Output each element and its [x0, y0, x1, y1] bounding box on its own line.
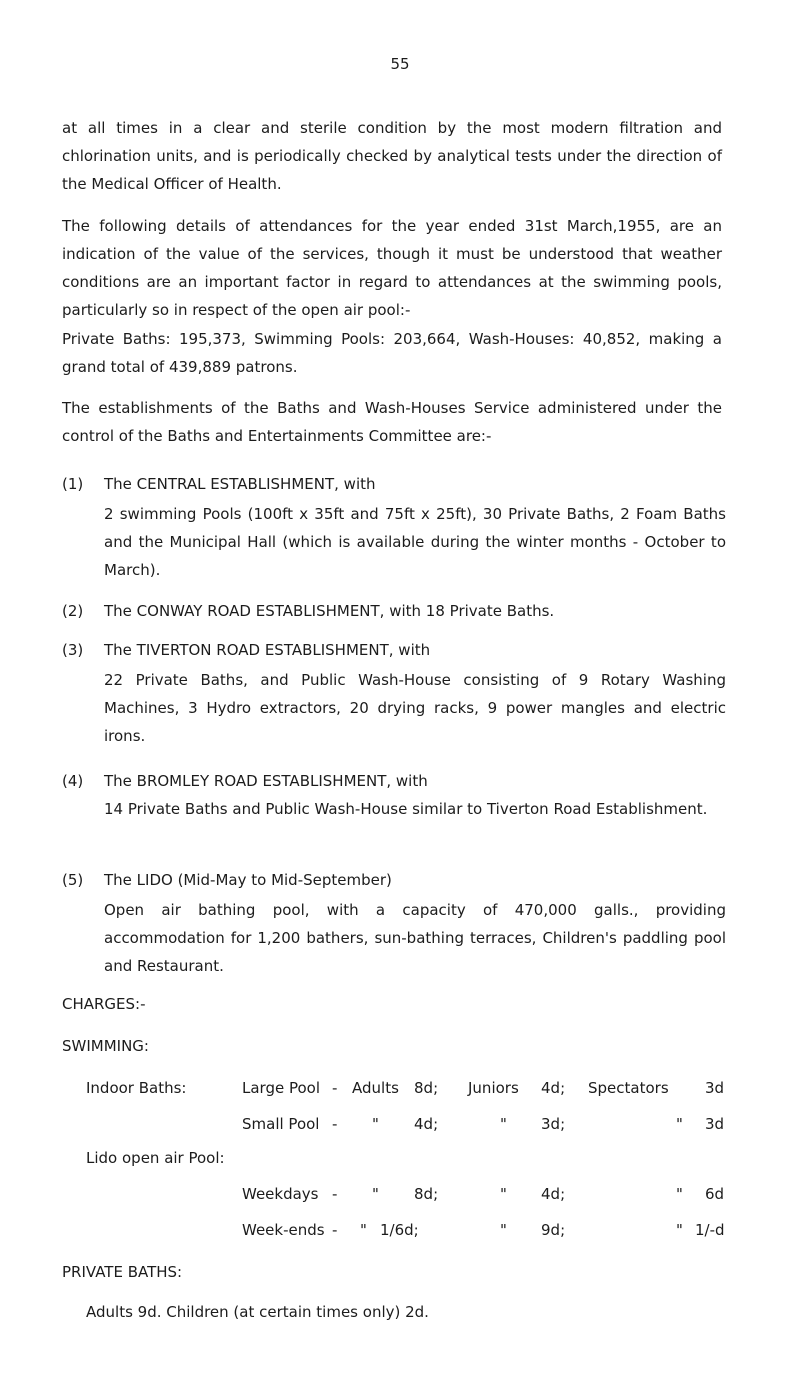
- private-baths-heading: PRIVATE BATHS:: [62, 1263, 183, 1281]
- charge-cell: Week-ends: [242, 1221, 325, 1239]
- item-number-3: (3): [62, 641, 84, 659]
- charge-cell: -: [332, 1115, 338, 1133]
- item-number-4: (4): [62, 772, 84, 790]
- item-number-5: (5): [62, 871, 84, 889]
- private-baths-charges: Adults 9d. Children (at certain times only) 2d.: [86, 1303, 429, 1321]
- item-body-tiverton: 22 Private Baths, and Public Wash-House consisting of 9 Rotary Washing Machines, 3 Hydro extractors, 20 drying racks, 9 power mangles and electric irons.: [104, 671, 726, 745]
- charge-cell: ": [500, 1221, 507, 1239]
- charge-cell: Adults: [352, 1079, 399, 1097]
- charge-cell: 4d;: [541, 1185, 566, 1203]
- charge-cell: -: [332, 1079, 338, 1097]
- paragraph-attendance-figures: Private Baths: 195,373, Swimming Pools: 203,664, Wash-Houses: 40,852, making a grand total of 439,889 patrons.: [62, 330, 722, 376]
- item-title-conway: The CONWAY ROAD ESTABLISHMENT, with 18 Private Baths.: [104, 602, 555, 620]
- item-body-central: 2 swimming Pools (100ft x 35ft and 75ft x 25ft), 30 Private Baths, 2 Foam Baths and the Municipal Hall (which is available during the winter months - October to March).: [104, 505, 726, 579]
- charge-cell: -: [332, 1185, 338, 1203]
- item-number-1: (1): [62, 475, 84, 493]
- charge-cell: 1/6d;: [380, 1221, 419, 1239]
- charge-cell: Small Pool: [242, 1115, 320, 1133]
- charge-cell: Spectators: [588, 1079, 669, 1097]
- charge-cell: 1/-d: [695, 1221, 725, 1239]
- charge-cell: 6d: [705, 1185, 725, 1203]
- item-title-central: The CENTRAL ESTABLISHMENT, with: [104, 475, 376, 493]
- item-title-lido: The LIDO (Mid-May to Mid-September): [104, 871, 392, 889]
- swimming-heading: SWIMMING:: [62, 1037, 149, 1055]
- charge-cell: Juniors: [468, 1079, 519, 1097]
- charge-cell: ": [676, 1115, 683, 1133]
- charge-cell: 3d;: [541, 1115, 566, 1133]
- charge-cell: -: [332, 1221, 338, 1239]
- charge-cell: Weekdays: [242, 1185, 319, 1203]
- charge-cell: 3d: [705, 1115, 725, 1133]
- charge-cell: 8d;: [414, 1079, 439, 1097]
- paragraph-establishments: The establishments of the Baths and Wash-Houses Service administered under the control of the Baths and Entertainments Committee are:-: [62, 399, 722, 445]
- charge-cell: Large Pool: [242, 1079, 321, 1097]
- page-number: 55: [390, 55, 410, 73]
- item-number-2: (2): [62, 602, 84, 620]
- charge-cell: ": [676, 1185, 683, 1203]
- charge-cell: ": [372, 1185, 379, 1203]
- charge-cell: ": [372, 1115, 379, 1133]
- charge-cell: 8d;: [414, 1185, 439, 1203]
- item-title-tiverton: The TIVERTON ROAD ESTABLISHMENT, with: [104, 641, 431, 659]
- charge-cell: 4d;: [414, 1115, 439, 1133]
- item-body-bromley: 14 Private Baths and Public Wash-House similar to Tiverton Road Establishment.: [104, 800, 708, 818]
- charge-cell: 3d: [705, 1079, 725, 1097]
- charge-cell: 9d;: [541, 1221, 566, 1239]
- charge-cell: ": [676, 1221, 683, 1239]
- charge-cell: ": [500, 1185, 507, 1203]
- indoor-baths-label: Indoor Baths:: [86, 1079, 187, 1097]
- lido-label: Lido open air Pool:: [86, 1149, 225, 1167]
- item-body-lido: Open air bathing pool, with a capacity of 470,000 galls., providing accommodation for 1,200 bathers, sun-bathing terraces, Children's paddling pool and Restaurant.: [104, 901, 726, 975]
- charge-cell: 4d;: [541, 1079, 566, 1097]
- charge-cell: ": [500, 1115, 507, 1133]
- charge-cell: ": [360, 1221, 367, 1239]
- paragraph-filtration: at all times in a clear and sterile condition by the most modern filtration and chlorination units, and is periodically checked by analytical tests under the direction of the Medical Officer of Health.: [62, 119, 722, 193]
- paragraph-attendances: The following details of attendances for the year ended 31st March,1955, are an indication of the value of the services, though it must be understood that weather conditions are an important factor in regard to attendances at the swimming pools, particularly so in respect of the open air pool:-: [62, 217, 722, 319]
- charges-heading: CHARGES:-: [62, 995, 146, 1013]
- item-title-bromley: The BROMLEY ROAD ESTABLISHMENT, with: [104, 772, 428, 790]
